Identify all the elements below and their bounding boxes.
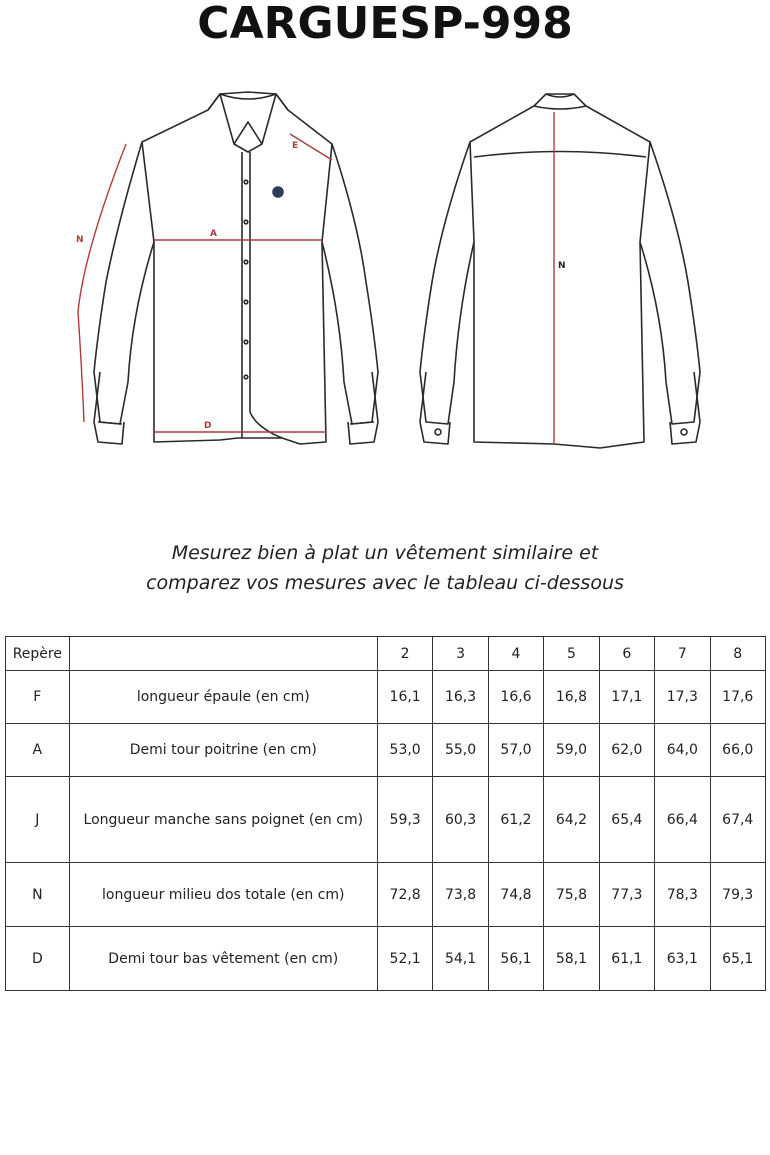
table-row bbox=[6, 671, 766, 724]
row-value: 16,3 bbox=[433, 671, 488, 724]
row-value: 65,1 bbox=[710, 927, 765, 991]
label-n-back: N bbox=[558, 261, 566, 271]
row-value: 79,3 bbox=[710, 863, 765, 927]
caption-line-2: comparez vos mesures avec le tableau ci-dessous bbox=[146, 572, 624, 594]
header-label bbox=[69, 637, 377, 671]
shirt-measurement-diagram bbox=[70, 82, 710, 472]
row-label: longueur milieu dos totale (en cm) bbox=[69, 863, 377, 927]
label-d: D bbox=[204, 421, 212, 431]
row-value: 63,1 bbox=[655, 927, 710, 991]
row-value: 66,0 bbox=[710, 724, 765, 777]
header-size: 2 bbox=[377, 637, 432, 671]
measurement-instructions bbox=[0, 538, 770, 598]
measure-line-n-front bbox=[78, 144, 126, 422]
row-repere: D bbox=[6, 927, 70, 991]
row-value: 72,8 bbox=[377, 863, 432, 927]
row-value: 78,3 bbox=[655, 863, 710, 927]
row-label: Longueur manche sans poignet (en cm) bbox=[69, 777, 377, 863]
row-value: 59,0 bbox=[544, 724, 599, 777]
header-size: 5 bbox=[544, 637, 599, 671]
header-size: 8 bbox=[710, 637, 765, 671]
row-value: 16,1 bbox=[377, 671, 432, 724]
size-chart-table bbox=[5, 636, 766, 991]
row-value: 17,3 bbox=[655, 671, 710, 724]
row-value: 55,0 bbox=[433, 724, 488, 777]
front-shirt-illustration bbox=[94, 92, 378, 444]
row-value: 56,1 bbox=[488, 927, 543, 991]
header-size: 3 bbox=[433, 637, 488, 671]
table-row bbox=[6, 927, 766, 991]
row-value: 16,6 bbox=[488, 671, 543, 724]
row-value: 59,3 bbox=[377, 777, 432, 863]
caption-line-1: Mesurez bien à plat un vêtement similaire et bbox=[171, 542, 599, 564]
row-value: 67,4 bbox=[710, 777, 765, 863]
table-row bbox=[6, 863, 766, 927]
header-size: 6 bbox=[599, 637, 654, 671]
row-value: 73,8 bbox=[433, 863, 488, 927]
row-repere: A bbox=[6, 724, 70, 777]
row-value: 61,1 bbox=[599, 927, 654, 991]
row-repere: N bbox=[6, 863, 70, 927]
row-value: 57,0 bbox=[488, 724, 543, 777]
table-row bbox=[6, 724, 766, 777]
back-shirt-illustration bbox=[420, 94, 700, 448]
label-e: E bbox=[292, 141, 299, 151]
table-row bbox=[6, 777, 766, 863]
row-value: 17,1 bbox=[599, 671, 654, 724]
header-repere: Repère bbox=[6, 637, 70, 671]
header-size: 4 bbox=[488, 637, 543, 671]
row-repere: F bbox=[6, 671, 70, 724]
label-n-front: N bbox=[76, 235, 84, 245]
row-value: 54,1 bbox=[433, 927, 488, 991]
row-value: 58,1 bbox=[544, 927, 599, 991]
row-repere: J bbox=[6, 777, 70, 863]
row-value: 66,4 bbox=[655, 777, 710, 863]
row-value: 16,8 bbox=[544, 671, 599, 724]
row-value: 75,8 bbox=[544, 863, 599, 927]
row-value: 64,2 bbox=[544, 777, 599, 863]
label-a: A bbox=[210, 229, 217, 239]
row-value: 65,4 bbox=[599, 777, 654, 863]
row-value: 17,6 bbox=[710, 671, 765, 724]
row-value: 60,3 bbox=[433, 777, 488, 863]
row-value: 64,0 bbox=[655, 724, 710, 777]
row-value: 52,1 bbox=[377, 927, 432, 991]
row-value: 77,3 bbox=[599, 863, 654, 927]
row-value: 62,0 bbox=[599, 724, 654, 777]
row-value: 74,8 bbox=[488, 863, 543, 927]
product-title: CARGUESP-998 bbox=[197, 0, 573, 49]
row-value: 53,0 bbox=[377, 724, 432, 777]
row-label: Demi tour poitrine (en cm) bbox=[69, 724, 377, 777]
row-label: Demi tour bas vêtement (en cm) bbox=[69, 927, 377, 991]
row-value: 61,2 bbox=[488, 777, 543, 863]
header-size: 7 bbox=[655, 637, 710, 671]
row-label: longueur épaule (en cm) bbox=[69, 671, 377, 724]
table-header-row bbox=[6, 637, 766, 671]
